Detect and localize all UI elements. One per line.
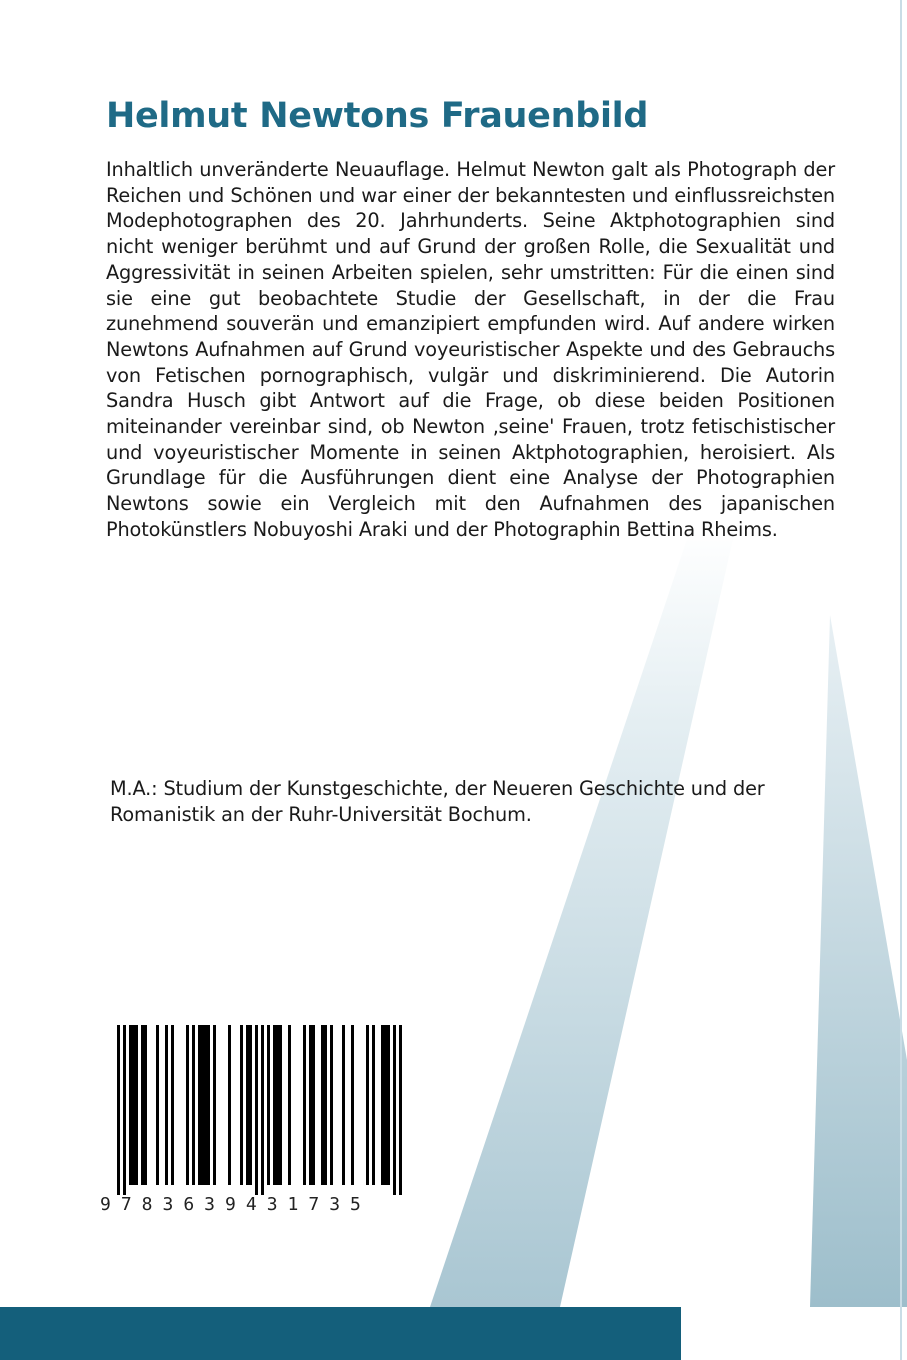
barcode-bar	[117, 1025, 120, 1195]
barcode-bar	[387, 1025, 390, 1185]
barcode-bar	[246, 1025, 249, 1185]
barcode-bar	[255, 1025, 258, 1195]
barcode-bar	[399, 1025, 402, 1195]
barcode-bar	[273, 1025, 276, 1185]
barcode-bar	[141, 1025, 144, 1185]
barcode-bar	[312, 1025, 315, 1185]
barcode-bar	[249, 1025, 252, 1185]
barcode-bar	[393, 1025, 396, 1195]
book-title: Helmut Newtons Frauenbild	[106, 96, 649, 136]
book-description: Inhaltlich unveränderte Neuauflage. Helmut Newton galt als Photograph der Reichen und Schönen und war einer der bekanntesten und einflussreichsten Modephotographen des 20. Jahrhunderts. Seine Aktphotographien sind nicht weniger berühmt und auf Grund der großen Rolle, die Sexualität und Aggressivität in seinen Arbeiten spielen, sehr umstritten: Für die einen sind sie eine gut beobachtete Studie der Gesellschaft, in der die Frau zunehmend souverän und emanzipiert empfunden wird. Auf andere wirken Newtons Aufnahmen auf Grund voyeuristischer Aspekte und des Gebrauchs von Fetischen pornographisch, vulgär und diskriminierend. Die Autorin Sandra Husch gibt Antwort auf die Frage, ob diese beiden Positionen miteinander vereinbar sind, ob Newton ‚seine' Frauen, trotz fetischistischer und voyeuristischer Momente in seinen Aktphotographien, heroisiert. Als Grundlage für die Ausführungen dient eine Analyse der Photographien Newtons sowie ein Vergleich mit den Aufnahmen des japanischen Photokünstlers Nobuyoshi Araki und der Photographin Bettina Rheims.	[106, 158, 835, 541]
author-bio: M.A.: Studium der Kunstgeschichte, der Neueren Geschichte und der Romanistik an der Ruhr-Universität Bochum.	[110, 777, 765, 826]
barcode-bar	[129, 1025, 132, 1185]
barcode-bar	[303, 1025, 306, 1185]
barcode-bar	[123, 1025, 126, 1195]
isbn-barcode	[100, 1025, 420, 1222]
arrow-right-arm	[810, 615, 907, 1307]
barcode-bar	[165, 1025, 168, 1185]
barcode-bar	[132, 1025, 135, 1185]
barcode-bar	[321, 1025, 324, 1185]
barcode-bar	[228, 1025, 231, 1185]
barcode-bar	[276, 1025, 279, 1185]
barcode-bar	[213, 1025, 216, 1185]
arrow-left-arm	[430, 530, 735, 1307]
barcode-bar	[351, 1025, 354, 1185]
barcode-bar	[342, 1025, 345, 1185]
barcode-bar	[324, 1025, 327, 1185]
right-edge-line	[900, 0, 902, 1360]
barcode-bar	[201, 1025, 204, 1185]
barcode-bar	[372, 1025, 375, 1185]
barcode-bar	[144, 1025, 147, 1185]
barcode-bar	[186, 1025, 189, 1185]
barcode-bar	[198, 1025, 201, 1185]
barcode-bar	[207, 1025, 210, 1185]
barcode-bar	[240, 1025, 243, 1185]
barcode-bar	[204, 1025, 207, 1185]
barcode-bar	[279, 1025, 282, 1185]
barcode-bars	[100, 1025, 420, 1195]
barcode-bar	[366, 1025, 369, 1185]
isbn-number: 9783639431735	[100, 1194, 371, 1215]
barcode-bar	[309, 1025, 312, 1185]
bottom-color-band	[0, 1307, 681, 1360]
barcode-bar	[171, 1025, 174, 1185]
barcode-bar	[330, 1025, 333, 1185]
barcode-bar	[381, 1025, 384, 1185]
barcode-bar	[135, 1025, 138, 1185]
barcode-bar	[384, 1025, 387, 1185]
barcode-bar	[261, 1025, 264, 1195]
barcode-bar	[156, 1025, 159, 1185]
barcode-bar	[288, 1025, 291, 1185]
barcode-bar	[267, 1025, 270, 1185]
barcode-bar	[192, 1025, 195, 1185]
